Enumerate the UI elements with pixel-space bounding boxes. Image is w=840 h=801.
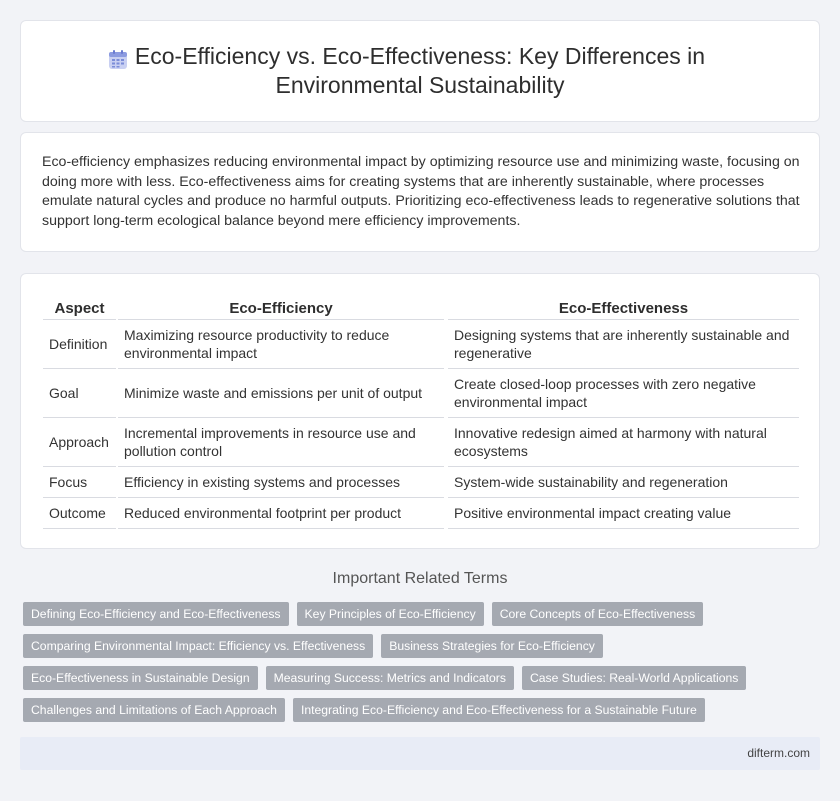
- cell-eco-efficiency: Efficiency in existing systems and processes: [117, 466, 446, 497]
- cell-aspect: Definition: [43, 319, 117, 368]
- cell-eco-effectiveness: Designing systems that are inherently sustainable and regenerative: [446, 319, 799, 368]
- related-term-tag[interactable]: Defining Eco-Efficiency and Eco-Effectiveness: [23, 602, 289, 626]
- table-row: [43, 497, 799, 528]
- page-title: Eco-Efficiency vs. Eco-Effectiveness: Key Differences in Environmental Sustainability: [134, 43, 706, 98]
- cell-eco-efficiency: Reduced environmental footprint per product: [117, 497, 446, 528]
- intro-paragraph: Eco-efficiency emphasizes reducing environmental impact by optimizing resource use and minimizing waste, focusing on doing more with less. Eco-effectiveness aims for creating systems that are inherently sustainable, where processes emulate natural cycles and produce no harmful outputs. Prioritizing eco-effectiveness leads to regenerative solutions that support long-term ecological balance beyond mere efficiency improvements.: [42, 154, 800, 229]
- header-eco-effectiveness: Eco-Effectiveness: [446, 292, 799, 319]
- cell-aspect: Outcome: [43, 497, 117, 528]
- related-terms-heading: Important Related Terms: [332, 570, 508, 587]
- related-term-tag[interactable]: Case Studies: Real-World Applications: [522, 666, 746, 690]
- table-row: [43, 319, 799, 368]
- cell-eco-efficiency: Minimize waste and emissions per unit of output: [117, 368, 446, 417]
- cell-eco-efficiency: Maximizing resource productivity to reduce environmental impact: [117, 319, 446, 368]
- related-terms-list: [23, 602, 823, 730]
- related-term-tag[interactable]: Challenges and Limitations of Each Approach: [23, 698, 285, 722]
- footer: [20, 737, 820, 770]
- cell-aspect: Goal: [43, 368, 117, 417]
- comparison-card: [20, 273, 820, 549]
- cell-eco-efficiency: Incremental improvements in resource use and pollution control: [117, 417, 446, 466]
- related-term-tag[interactable]: Business Strategies for Eco-Efficiency: [381, 634, 603, 658]
- cell-aspect: Focus: [43, 466, 117, 497]
- cell-eco-effectiveness: Innovative redesign aimed at harmony with natural ecosystems: [446, 417, 799, 466]
- cell-eco-effectiveness: Positive environmental impact creating value: [446, 497, 799, 528]
- table-row: [43, 417, 799, 466]
- header-aspect: Aspect: [43, 292, 117, 319]
- header-eco-efficiency: Eco-Efficiency: [117, 292, 446, 319]
- related-term-tag[interactable]: Measuring Success: Metrics and Indicators: [266, 666, 514, 690]
- table-row: [43, 466, 799, 497]
- intro-card: [20, 132, 820, 252]
- header-card: [20, 20, 820, 122]
- table-header-row: [43, 292, 799, 319]
- related-term-tag[interactable]: Comparing Environmental Impact: Efficiency vs. Effectiveness: [23, 634, 373, 658]
- table-row: [43, 368, 799, 417]
- related-term-tag[interactable]: Integrating Eco-Efficiency and Eco-Effectiveness for a Sustainable Future: [293, 698, 705, 722]
- cell-eco-effectiveness: Create closed-loop processes with zero negative environmental impact: [446, 368, 799, 417]
- related-term-tag[interactable]: Key Principles of Eco-Efficiency: [297, 602, 484, 626]
- cell-eco-effectiveness: System-wide sustainability and regeneration: [446, 466, 799, 497]
- comparison-table: [43, 292, 799, 529]
- related-term-tag[interactable]: Core Concepts of Eco-Effectiveness: [492, 602, 704, 626]
- site-link[interactable]: difterm.com: [747, 746, 810, 760]
- cell-aspect: Approach: [43, 417, 117, 466]
- related-term-tag[interactable]: Eco-Effectiveness in Sustainable Design: [23, 666, 258, 690]
